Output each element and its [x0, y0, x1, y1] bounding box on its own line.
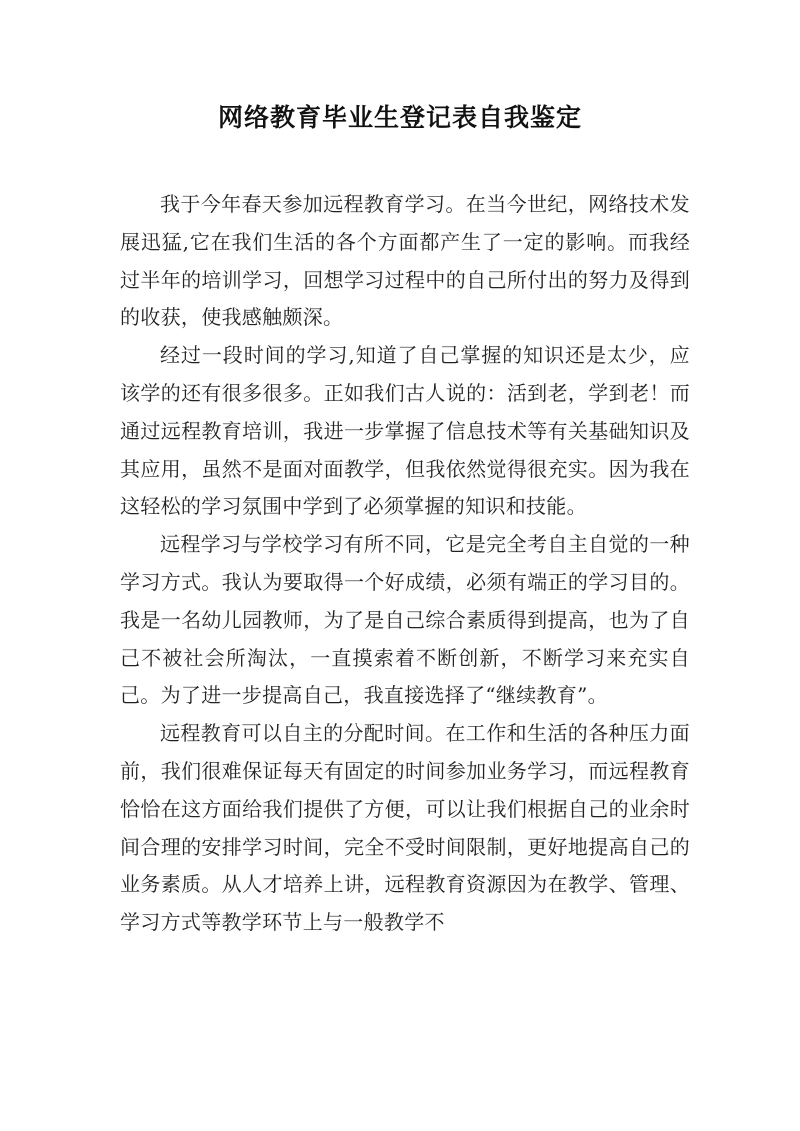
- paragraph-2: 经过一段时间的学习,知道了自己掌握的知识还是太少，应该学的还有很多很多。正如我们古人说的：活到老，学到老！而通过远程教育培训，我进一步掌握了信息技术等有关基础知识及其应用，虽然不是面对面教学，但我依然觉得很充实。因为我在这轻松的学习氛围中学到了必须掌握的知识和技能。: [120, 343, 690, 519]
- paragraph-1: 我于今年春天参加远程教育学习。在当今世纪，网络技术发展迅猛,它在我们生活的各个方面都产生了一定的影响。而我经过半年的培训学习，回想学习过程中的自己所付出的努力及得到的收获，使我感触颇深。: [120, 192, 690, 330]
- paragraph-4: 远程教育可以自主的分配时间。在工作和生活的各种压力面前，我们很难保证每天有固定的时间参加业务学习，而远程教育恰恰在这方面给我们提供了方便，可以让我们根据自己的业余时间合理的安排学习时间，完全不受时间限制，更好地提高自己的业务素质。从人才培养上讲，远程教育资源因为在教学、管理、学习方式等教学环节上与一般教学不: [120, 721, 690, 935]
- document-title: 网络教育毕业生登记表自我鉴定: [217, 103, 582, 132]
- paragraph-3: 远程学习与学校学习有所不同，它是完全考自主自觉的一种学习方式。我认为要取得一个好成绩，必须有端正的学习目的。我是一名幼儿园教师，为了是自己综合素质得到提高，也为了自己不被社会所淘汰，一直摸索着不断创新，不断学习来充实自己。为了进一步提高自己，我直接选择了“继续教育”。: [120, 532, 690, 708]
- document-body: [120, 186, 690, 942]
